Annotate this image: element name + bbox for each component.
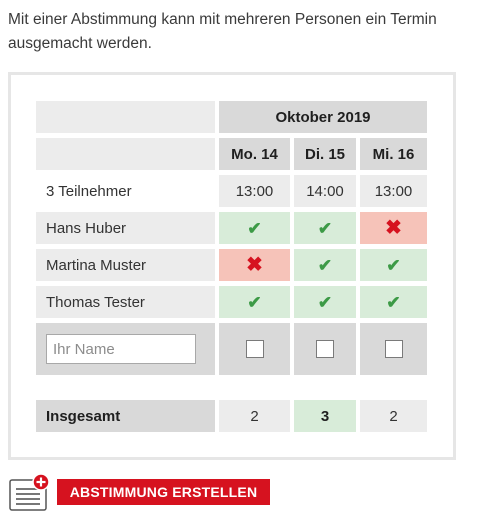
total-label: Insgesamt	[36, 400, 215, 432]
time-2: 13:00	[360, 175, 427, 207]
check-icon: ✔	[386, 292, 401, 312]
month-header: Oktober 2019	[219, 101, 427, 133]
participant-name: Thomas Tester	[36, 286, 215, 318]
intro-text: Mit einer Abstimmung kann mit mehreren Personen ein Termin ausgemacht werden.	[8, 11, 437, 52]
vote-input-cell	[360, 323, 427, 375]
check-icon: ✔	[386, 255, 401, 275]
vote-cell	[294, 249, 356, 281]
time-0: 13:00	[219, 175, 290, 207]
check-icon: ✔	[247, 218, 262, 238]
time-1: 14:00	[294, 175, 356, 207]
day-header-1: Di. 15	[294, 138, 356, 170]
total-count-0: 2	[219, 400, 290, 432]
check-icon: ✔	[317, 292, 333, 312]
cross-icon: ✖	[246, 254, 263, 276]
poll-table	[8, 72, 456, 460]
name-input-cell	[36, 323, 215, 375]
total-count-1: 3	[294, 400, 356, 432]
vote-cell	[219, 286, 290, 318]
header-empty-cell	[36, 138, 215, 170]
total-count-2: 2	[360, 400, 427, 432]
day-header-2: Mi. 16	[360, 138, 427, 170]
vote-cell	[219, 249, 290, 281]
header-empty-cell	[36, 101, 215, 133]
participant-name: Hans Huber	[36, 212, 215, 244]
vote-input-cell	[219, 323, 290, 375]
check-icon: ✔	[247, 292, 262, 312]
vote-cell	[219, 212, 290, 244]
vote-cell	[294, 212, 356, 244]
add-document-icon[interactable]	[7, 472, 53, 512]
vote-cell	[294, 286, 356, 318]
check-icon: ✔	[317, 218, 333, 238]
day-header-0: Mo. 14	[219, 138, 290, 170]
vote-checkbox-0[interactable]	[246, 340, 264, 358]
vote-input-cell	[294, 323, 356, 375]
vote-checkbox-2[interactable]	[385, 340, 403, 358]
vote-cell	[360, 249, 427, 281]
check-icon: ✔	[317, 255, 333, 275]
cross-icon: ✖	[385, 217, 402, 239]
vote-cell	[360, 286, 427, 318]
create-poll-button[interactable]: ABSTIMMUNG ERSTELLEN	[57, 479, 270, 505]
participant-name: Martina Muster	[36, 249, 215, 281]
vote-checkbox-1[interactable]	[316, 340, 334, 358]
participants-count: 3 Teilnehmer	[46, 182, 132, 200]
name-input[interactable]	[46, 334, 196, 364]
vote-cell	[360, 212, 427, 244]
